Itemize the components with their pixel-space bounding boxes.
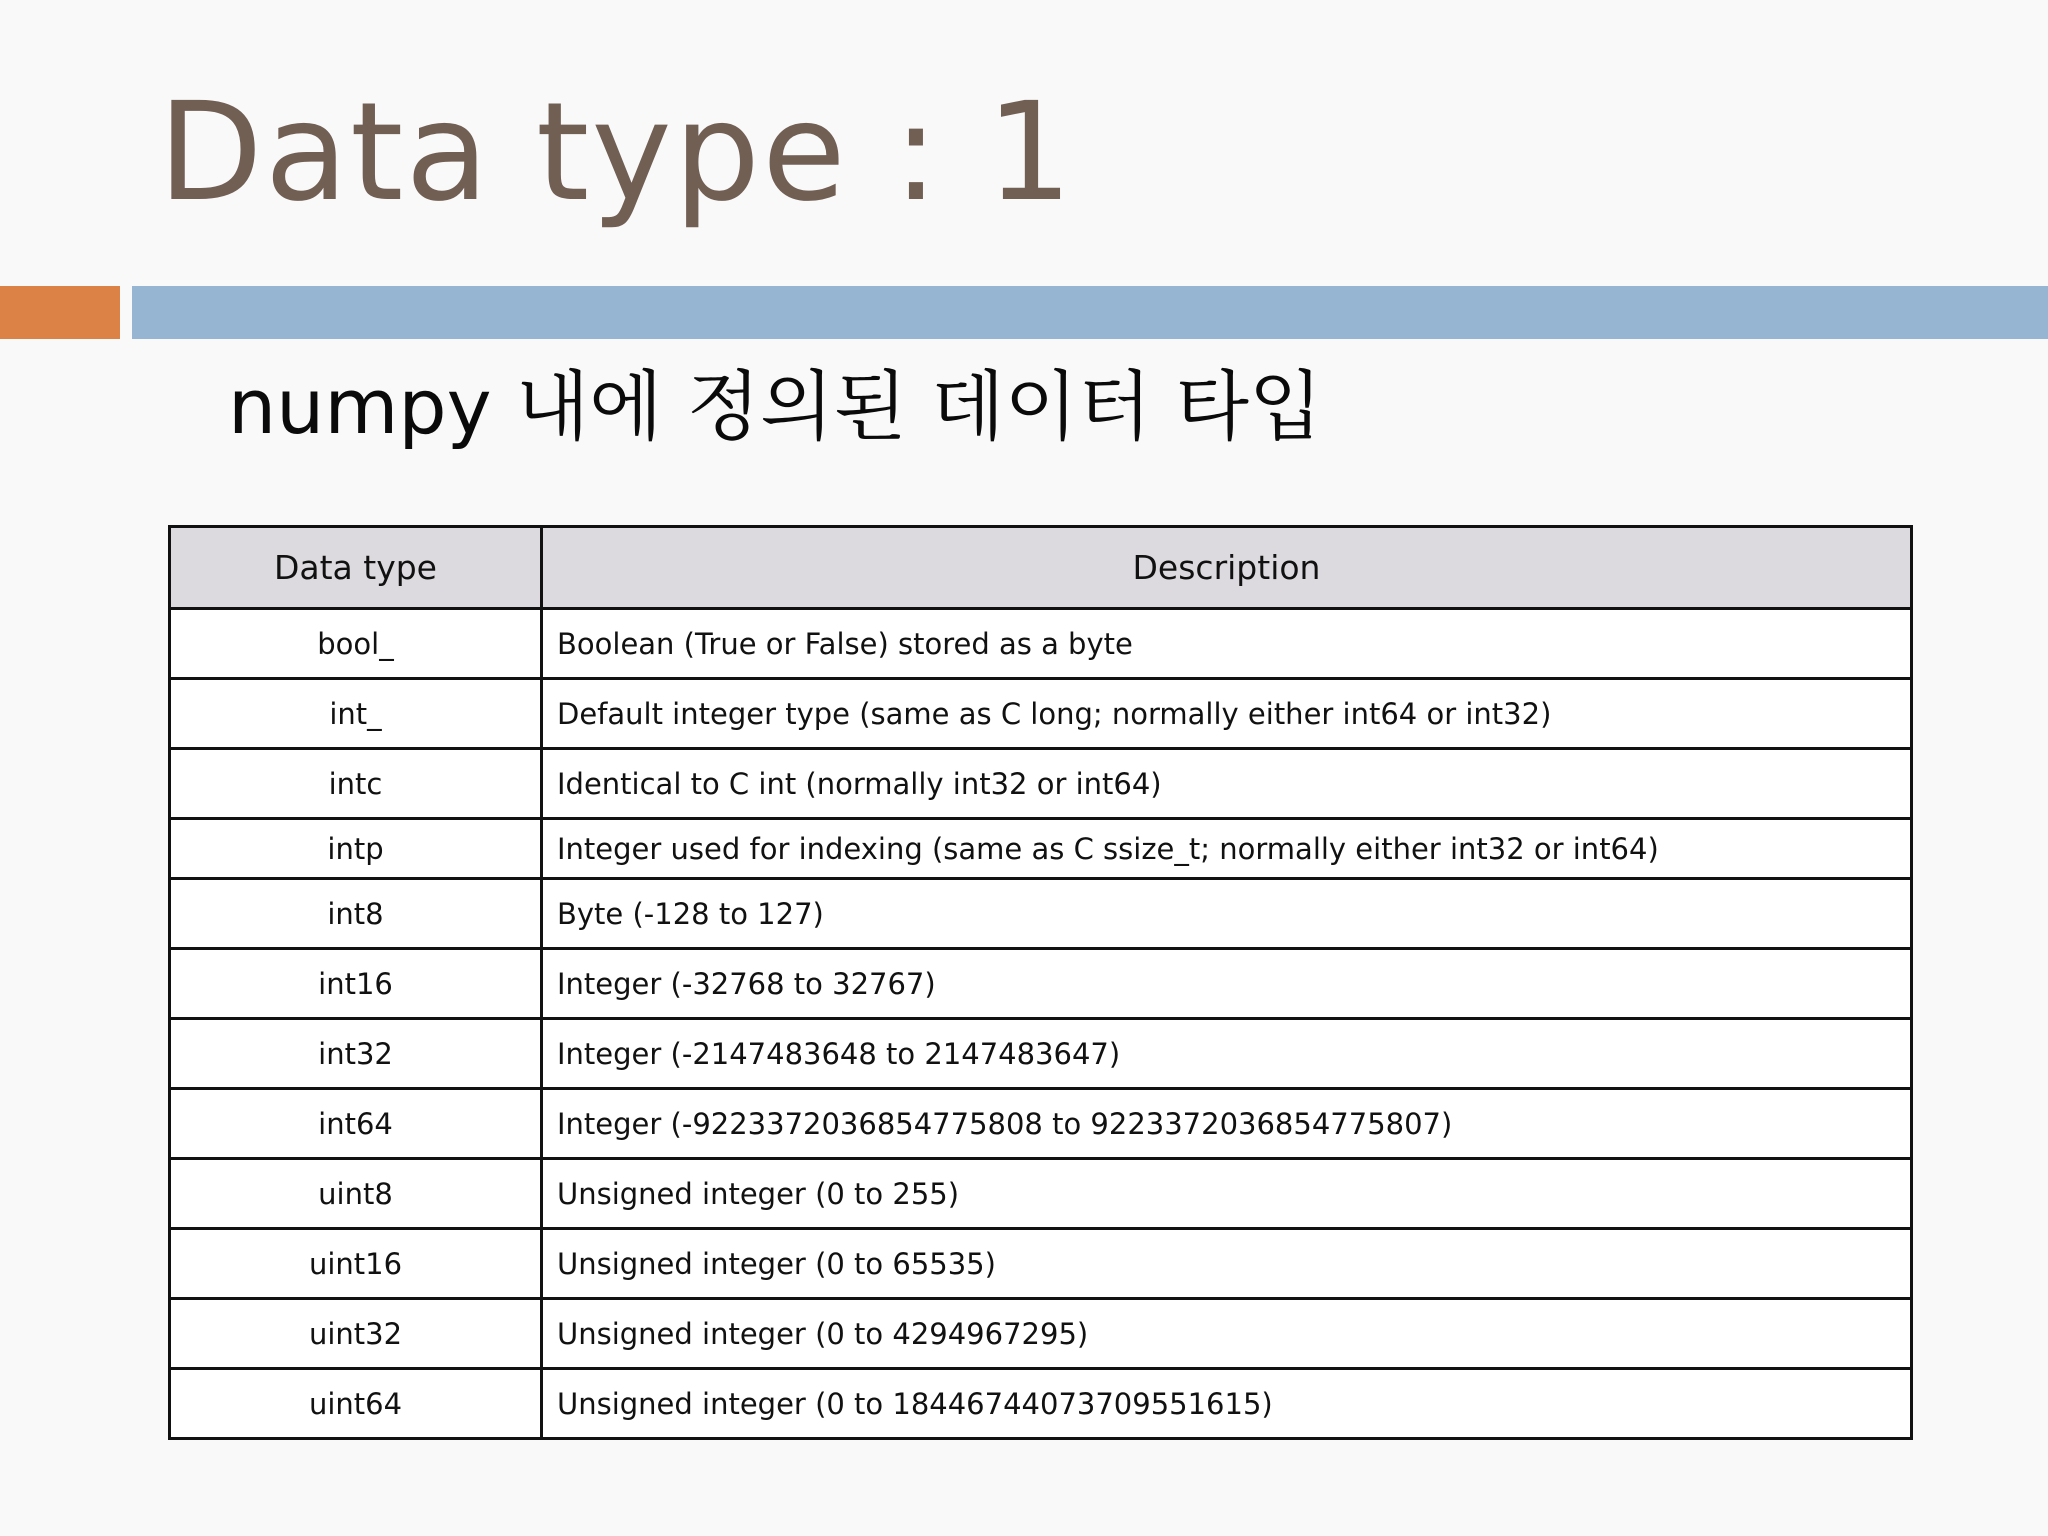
- description-cell: Identical to C int (normally int32 or int64): [542, 749, 1912, 819]
- table-row: [170, 1369, 1912, 1439]
- slide-title: Data type : 1: [158, 74, 1075, 232]
- table-row: [170, 1299, 1912, 1369]
- type-cell: int_: [170, 679, 542, 749]
- type-cell: uint16: [170, 1229, 542, 1299]
- type-cell: uint32: [170, 1299, 542, 1369]
- header-description: Description: [542, 527, 1912, 609]
- description-cell: Unsigned integer (0 to 4294967295): [542, 1299, 1912, 1369]
- table-row: [170, 879, 1912, 949]
- description-cell: Integer (-2147483648 to 2147483647): [542, 1019, 1912, 1089]
- type-cell: int64: [170, 1089, 542, 1159]
- header-data-type: Data type: [170, 527, 542, 609]
- description-cell: Integer (-32768 to 32767): [542, 949, 1912, 1019]
- description-cell: Default integer type (same as C long; normally either int64 or int32): [542, 679, 1912, 749]
- table-row: [170, 1089, 1912, 1159]
- type-cell: bool_: [170, 609, 542, 679]
- title-divider-bar: [132, 286, 2048, 339]
- description-cell: Integer (-9223372036854775808 to 9223372036854775807): [542, 1089, 1912, 1159]
- table-header-row: [170, 527, 1912, 609]
- description-cell: Byte (-128 to 127): [542, 879, 1912, 949]
- type-cell: uint64: [170, 1369, 542, 1439]
- accent-bar: [0, 286, 120, 339]
- description-cell: Boolean (True or False) stored as a byte: [542, 609, 1912, 679]
- type-cell: uint8: [170, 1159, 542, 1229]
- table-row: [170, 1019, 1912, 1089]
- type-cell: intc: [170, 749, 542, 819]
- slide-subtitle: numpy 내에 정의된 데이터 타입: [228, 362, 1323, 451]
- type-cell: int8: [170, 879, 542, 949]
- table-row: [170, 749, 1912, 819]
- description-cell: Unsigned integer (0 to 65535): [542, 1229, 1912, 1299]
- description-cell: Unsigned integer (0 to 18446744073709551615): [542, 1369, 1912, 1439]
- table-row: [170, 609, 1912, 679]
- type-cell: int16: [170, 949, 542, 1019]
- table-row: [170, 1229, 1912, 1299]
- description-cell: Integer used for indexing (same as C ssize_t; normally either int32 or int64): [542, 819, 1912, 879]
- table-row: [170, 679, 1912, 749]
- type-cell: int32: [170, 1019, 542, 1089]
- data-type-table: [168, 525, 1913, 1440]
- table-row: [170, 949, 1912, 1019]
- table-row: [170, 819, 1912, 879]
- description-cell: Unsigned integer (0 to 255): [542, 1159, 1912, 1229]
- type-cell: intp: [170, 819, 542, 879]
- table-row: [170, 1159, 1912, 1229]
